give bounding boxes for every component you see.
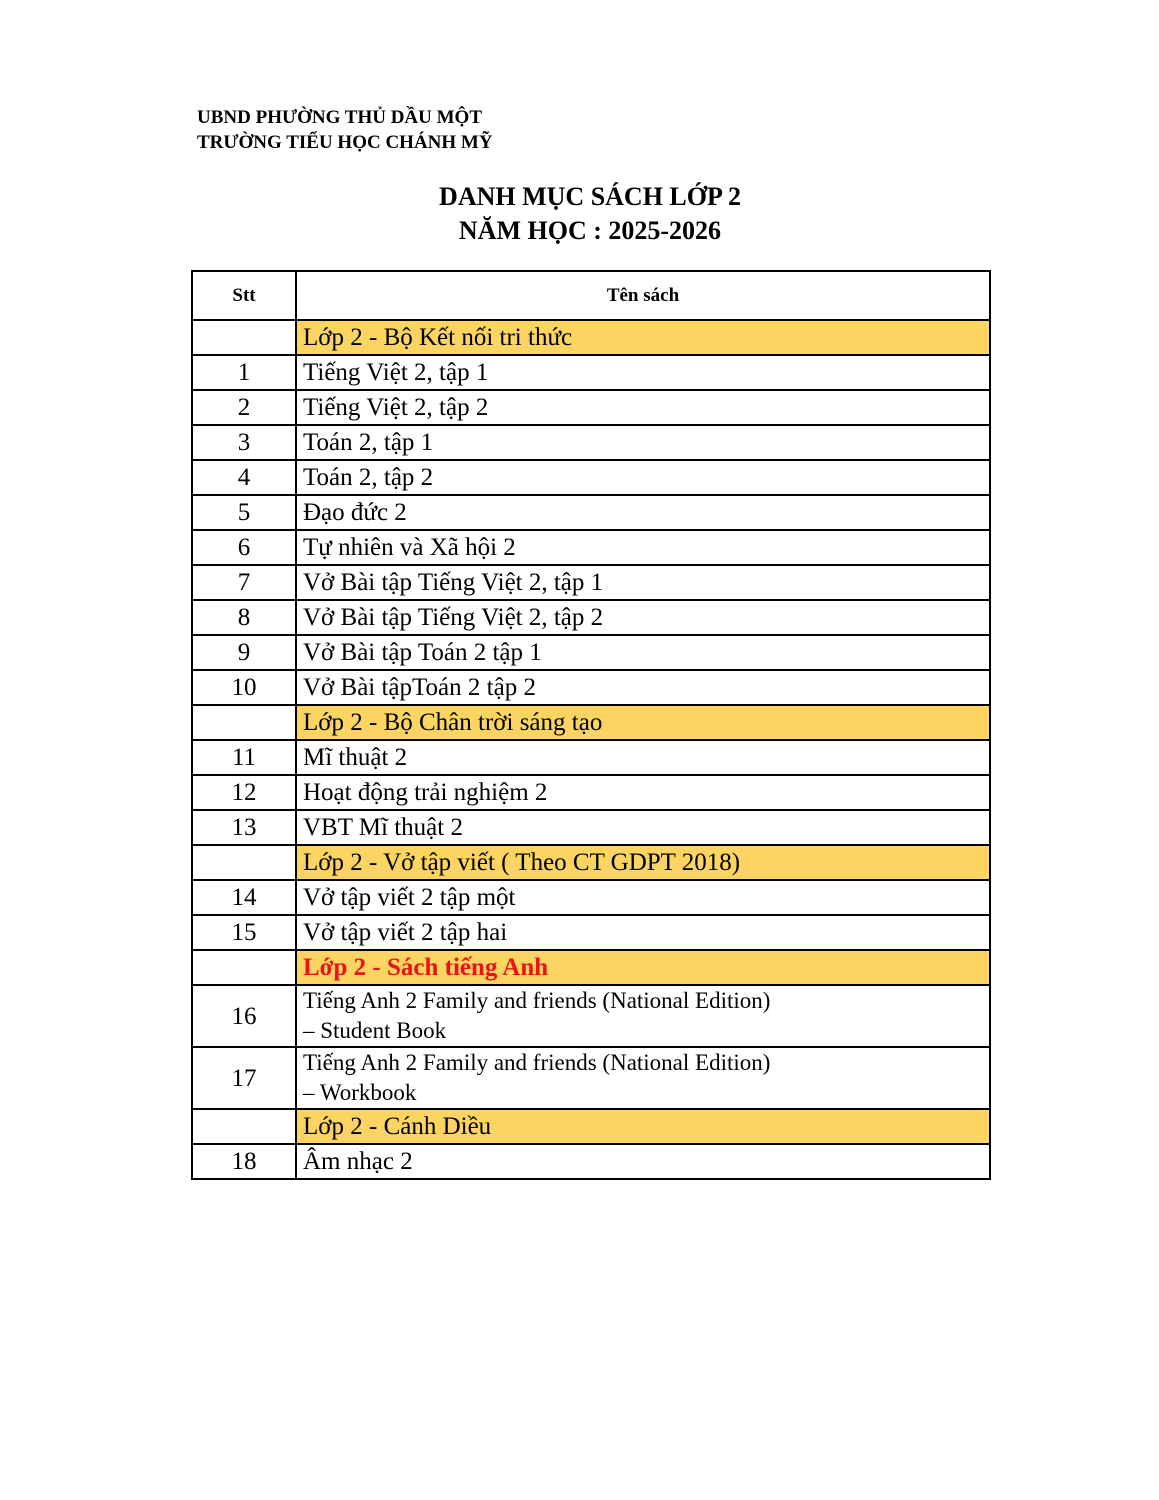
row-book-name: VBT Mĩ thuật 2 <box>296 810 990 845</box>
row-stt: 16 <box>192 985 296 1047</box>
row-book-name: Đạo đức 2 <box>296 495 990 530</box>
school-header <box>197 105 493 155</box>
table-row <box>192 810 990 845</box>
row-stt: 7 <box>192 565 296 600</box>
row-stt: 18 <box>192 1144 296 1179</box>
group-row <box>192 950 990 985</box>
table-row <box>192 1144 990 1179</box>
row-book-name: Hoạt động trải nghiệm 2 <box>296 775 990 810</box>
row-book-name: Tiếng Việt 2, tập 2 <box>296 390 990 425</box>
table-row <box>192 880 990 915</box>
row-stt: 15 <box>192 915 296 950</box>
row-book-name <box>296 1047 990 1109</box>
group-row <box>192 320 990 355</box>
row-book-name: Toán 2, tập 1 <box>296 425 990 460</box>
row-stt: 3 <box>192 425 296 460</box>
table-row <box>192 915 990 950</box>
row-stt: 1 <box>192 355 296 390</box>
row-stt: 4 <box>192 460 296 495</box>
group-label: Lớp 2 - Bộ Chân trời sáng tạo <box>296 705 990 740</box>
column-header-stt: Stt <box>192 271 296 320</box>
table-row <box>192 390 990 425</box>
row-book-name: Tự nhiên và Xã hội 2 <box>296 530 990 565</box>
row-stt: 8 <box>192 600 296 635</box>
row-book-name: Vở Bài tậpToán 2 tập 2 <box>296 670 990 705</box>
table-row <box>192 635 990 670</box>
group-label: Lớp 2 - Bộ Kết nối tri thức <box>296 320 990 355</box>
group-label: Lớp 2 - Cánh Diều <box>296 1109 990 1144</box>
table-row <box>192 985 990 1047</box>
row-stt: 17 <box>192 1047 296 1109</box>
table-row <box>192 600 990 635</box>
title-line-2: NĂM HỌC : 2025-2026 <box>458 216 722 245</box>
org-line-2: TRƯỜNG TIỂU HỌC CHÁNH MỸ <box>197 132 493 153</box>
org-line-1: UBND PHƯỜNG THỦ DẦU MỘT <box>197 107 482 128</box>
book-name-line-2: – Workbook <box>303 1080 417 1105</box>
group-row <box>192 845 990 880</box>
table-row <box>192 1047 990 1109</box>
row-book-name: Âm nhạc 2 <box>296 1144 990 1179</box>
row-book-name: Mĩ thuật 2 <box>296 740 990 775</box>
table-row <box>192 355 990 390</box>
table-header-row <box>192 271 990 320</box>
table-row <box>192 775 990 810</box>
table-row <box>192 670 990 705</box>
book-list-table <box>191 270 991 1180</box>
row-stt: 13 <box>192 810 296 845</box>
row-book-name: Toán 2, tập 2 <box>296 460 990 495</box>
document-title <box>0 180 1159 248</box>
book-name-line-1: Tiếng Anh 2 Family and friends (National Edition) <box>303 1050 771 1075</box>
title-line-1: DANH MỤC SÁCH LỚP 2 <box>439 182 741 211</box>
group-row <box>192 1109 990 1144</box>
row-stt: 5 <box>192 495 296 530</box>
table-row <box>192 460 990 495</box>
row-book-name: Tiếng Việt 2, tập 1 <box>296 355 990 390</box>
book-name-line-2: – Student Book <box>303 1018 447 1043</box>
row-stt: 12 <box>192 775 296 810</box>
row-book-name: Vở Bài tập Tiếng Việt 2, tập 1 <box>296 565 990 600</box>
row-stt: 11 <box>192 740 296 775</box>
row-stt: 10 <box>192 670 296 705</box>
row-stt: 2 <box>192 390 296 425</box>
column-header-name: Tên sách <box>296 271 990 320</box>
table-row <box>192 425 990 460</box>
group-label: Lớp 2 - Vở tập viết ( Theo CT GDPT 2018) <box>296 845 990 880</box>
row-stt: 9 <box>192 635 296 670</box>
row-book-name: Vở tập viết 2 tập một <box>296 880 990 915</box>
row-stt: 6 <box>192 530 296 565</box>
row-book-name <box>296 985 990 1047</box>
group-label: Lớp 2 - Sách tiếng Anh <box>296 950 990 985</box>
book-name-line-1: Tiếng Anh 2 Family and friends (National Edition) <box>303 988 771 1013</box>
table-row <box>192 740 990 775</box>
row-book-name: Vở Bài tập Toán 2 tập 1 <box>296 635 990 670</box>
row-book-name: Vở tập viết 2 tập hai <box>296 915 990 950</box>
row-book-name: Vở Bài tập Tiếng Việt 2, tập 2 <box>296 600 990 635</box>
table-row <box>192 530 990 565</box>
table-row <box>192 565 990 600</box>
table-row <box>192 495 990 530</box>
row-stt: 14 <box>192 880 296 915</box>
group-row <box>192 705 990 740</box>
